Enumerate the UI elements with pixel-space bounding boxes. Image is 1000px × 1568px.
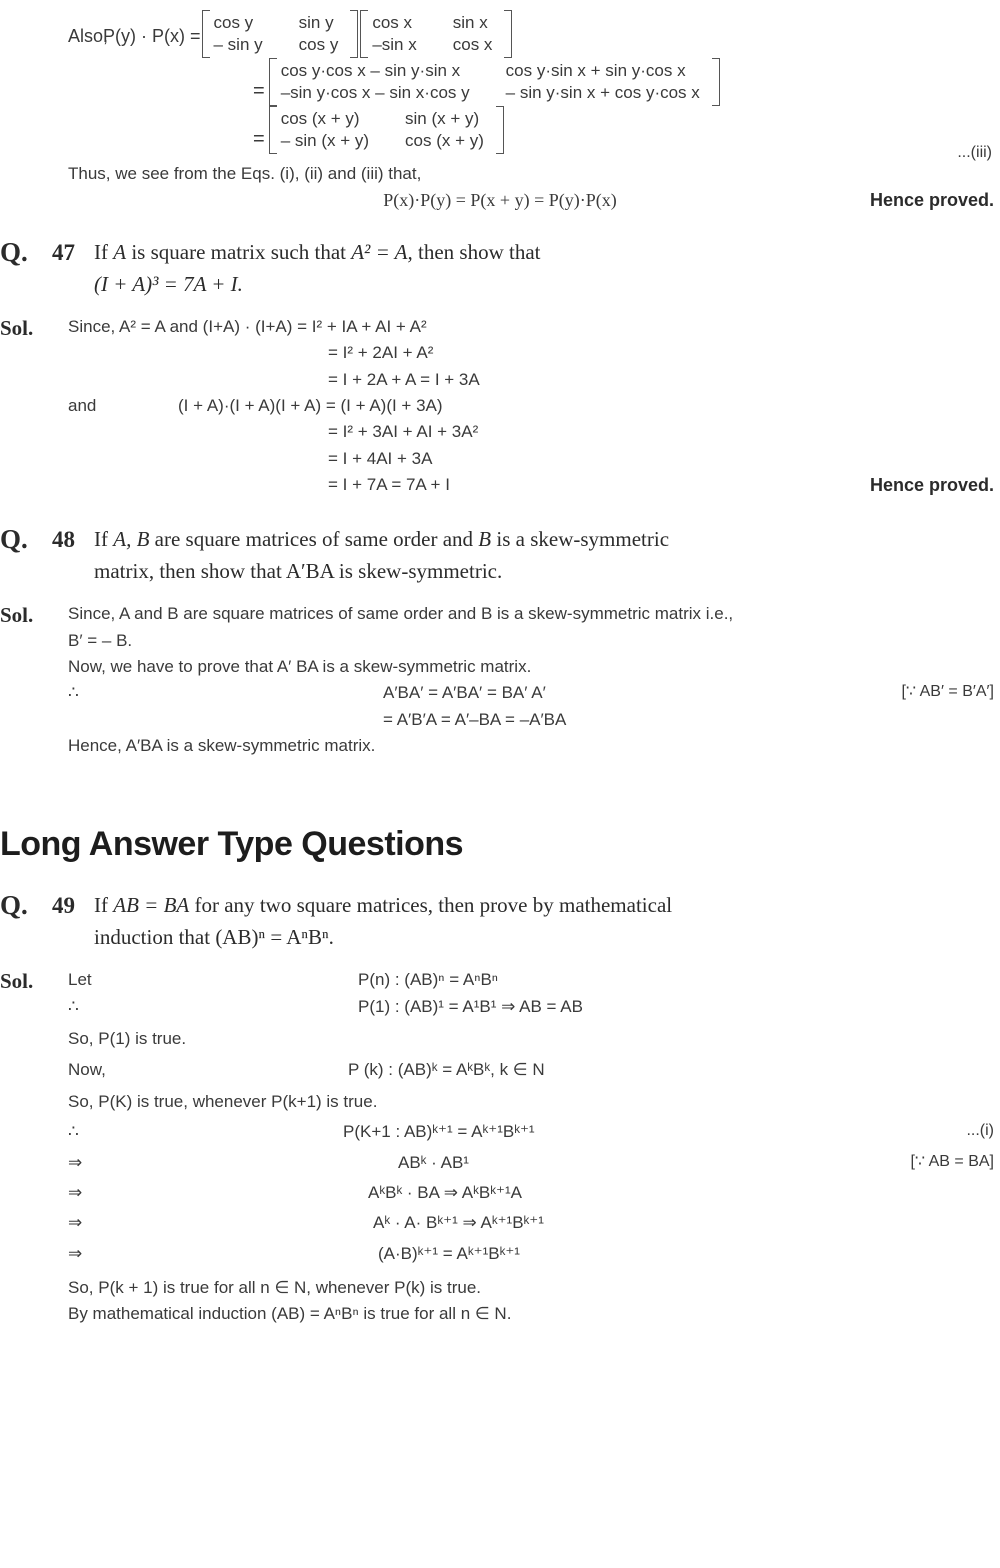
question-tag-text: Q. [0,890,28,921]
matrix-cell: cos y·sin x + sin y·cos x [505,61,686,80]
matrix-cell: cos x [452,35,493,54]
question-line-2: induction that (AB)ⁿ = AⁿBⁿ. [94,924,334,949]
final-identity-line [0,190,1000,211]
sol-line: Since, A² = A and (I+A) · (I+A) = I² + IA + AI + A² [68,317,427,336]
q-word: square [150,240,206,264]
matrix-cell: cos y [213,13,254,32]
matrix-cell: cos x [372,13,413,32]
sol-row-mid: Aᵏ · A· Bᵏ⁺¹ ⇒ Aᵏ⁺¹Bᵏ⁺¹ [373,1213,544,1233]
question-48 [0,524,1000,587]
matrix-cell: sin y [298,13,334,32]
question-line-1 [94,890,996,922]
sol-row-mid: P(1) : (AB)¹ = A¹B¹ ⇒ AB = AB [358,996,583,1016]
question-49-text [94,890,1000,953]
solution-tag: Sol. [0,316,34,340]
q-word: matrices [245,527,317,552]
sol-line: A′BA′ = A′BA′ = BA′ A′ [383,683,546,703]
q-word: is [496,527,511,552]
sol-line: = I + 2A + A = I + 3A [328,369,480,389]
solution-tag: Sol. [0,603,34,628]
q-word: A [113,240,127,264]
q-word: square [185,527,241,552]
reference-note: [∵ AB′ = B′A′] [901,683,994,701]
section-heading: Long Answer Type Questions [0,825,464,864]
top-derivation [0,0,1000,211]
q-word: matrix [210,240,266,264]
question-47 [0,237,1000,300]
q-word: a [515,527,525,552]
sol-row-left: ⇒ [68,1182,83,1202]
sol-row [68,1210,996,1236]
therefore-symbol: ∴ [68,683,79,703]
sol-row [68,1150,996,1176]
sol-line: = A′B′A = A′–BA = –A′BA [383,709,567,729]
q-word: A, [113,527,132,552]
matrix-cell: cos (x + y) [405,131,484,150]
solution-49-body [68,967,1000,1327]
q-word: that [314,240,346,264]
q-word: such [270,240,310,264]
matrix-cell: – sin (x + y) [280,131,370,150]
matrix-cell: cos y [298,35,339,54]
sol-row-left: So, P(K) is true, whenever P(k+1) is true. [68,1091,378,1111]
solution-48 [0,601,1000,759]
q-word: are [154,527,181,552]
question-number: 49 [52,893,75,919]
sol-row-left: ⇒ [68,1152,83,1172]
sol-line: = I² + 3AI + AI + 3A² [328,422,479,442]
sol-row-left: ∴ [68,996,79,1016]
q-word: by [532,893,554,918]
solution-48-body [68,601,1000,759]
sol-line: Since, A and B are square matrices of same order and B is a skew-symmetric matrix i.e., [68,604,734,624]
sol-row-left: ∴ [68,1122,79,1142]
equals-sign: = [253,80,265,102]
sol-row [68,1089,996,1115]
equation-reference: ...(iii) [957,144,992,161]
q-word: then [417,240,455,264]
solution-tag: Sol. [0,969,34,994]
matrix-P-x [360,10,512,58]
sol-closing-1: So, P(k + 1) is true for all n ∈ N, whenever P(k) is true. [68,1277,482,1297]
solution-47-body [68,314,1000,498]
matrix-cell: – sin y [213,35,263,54]
matrix-cell: – sin y·sin x + cos y·cos x [505,83,700,102]
q-word: that [508,240,541,264]
sol-row-left: So, P(1) is true. [68,1029,187,1049]
sol-row [68,1057,996,1083]
q-word: A² = A, [351,240,413,264]
equation-reference: ...(i) [966,1122,994,1140]
matrix-cell: sin (x + y) [405,109,480,128]
sol-row-left: Let [68,970,92,990]
derivation-line-3 [0,106,1000,161]
sol-row-mid: AᵏBᵏ · BA ⇒ AᵏBᵏ⁺¹A [368,1182,522,1202]
sol-row [68,1180,996,1206]
solution-47 [0,314,1000,498]
hence-proved-label: Hence proved. [869,190,994,210]
q-word: square [296,893,352,918]
q-word: If [94,527,108,552]
sol-line: (I + A)·(I + A)(I + A) = (I + A)(I + 3A) [178,396,443,416]
matrix-P-y [202,10,359,58]
matrix-cell: cos (x + y) [280,109,360,128]
matrix-product-expanded [269,58,720,106]
question-48-text [94,524,1000,587]
sol-row-left: ⇒ [68,1213,83,1233]
question-47-text [94,237,1000,300]
q-word: AB = BA [113,893,190,918]
final-identity: P(x)·P(y) = P(x + y) = P(y)·P(x) [383,190,617,210]
question-line-1 [94,524,996,556]
matrix-P-x-plus-y [269,106,504,154]
question-line-2: matrix, then show that A′BA is skew-symmetric. [94,558,503,583]
question-49 [0,890,1000,953]
sol-line-final [68,472,996,498]
derivation-line-1 [0,10,1000,58]
sol-closing-2: By mathematical induction (AB) = AⁿBⁿ is true for all n ∈ N. [68,1304,512,1324]
question-line-2: (I + A)³ = 7A + I. [94,271,243,296]
q-word: B [136,527,150,552]
q-word: B [478,527,492,552]
question-number: 47 [52,240,75,265]
sol-line: Hence, A′BA is a skew-symmetric matrix. [68,736,376,756]
sol-line: B′ = – B. [68,630,133,650]
hence-proved-label: Hence proved. [869,475,994,496]
sol-row [68,994,996,1020]
q-word: prove [479,893,528,918]
matrix-cell: sin x [452,13,488,32]
sol-row-left: ⇒ [68,1243,83,1263]
q-word: If [94,240,108,264]
sol-row [68,1119,996,1145]
matrix-cell: cos y·cos x – sin y·sin x [280,61,461,80]
product-lhs: P(y) · P(x) = [103,26,201,46]
sol-final-eq: = I + 7A = 7A + I [328,475,450,495]
sol-line: = I² + 2AI + A² [328,343,434,363]
q-word: show [459,240,504,264]
sol-row-mid: ABᵏ · AB¹ [398,1152,469,1172]
q-word: of [322,527,340,552]
question-tag [0,237,52,268]
q-word: is [131,240,146,264]
q-word: and [442,527,474,552]
sol-row-mid: P(K+1 : AB)ᵏ⁺¹ = Aᵏ⁺¹Bᵏ⁺¹ [343,1122,535,1142]
sol-row-mid: P (k) : (AB)ᵏ = AᵏBᵏ, k ∈ N [348,1059,545,1079]
question-tag-text: Q. [0,524,28,555]
sol-row-mid: P(n) : (AB)ⁿ = AⁿBⁿ [358,970,499,990]
q-word: any [224,893,255,918]
also-label: Also, [68,26,109,46]
question-tag-text: Q. [0,237,28,267]
q-word: matrices, [356,893,434,918]
q-word: skew-symmetric [530,527,670,552]
sol-row [68,967,996,993]
sol-row [68,1241,996,1267]
derivation-line-2 [0,58,1000,106]
thus-statement: Thus, we see from the Eqs. (i), (ii) and (iii) that, [68,164,422,183]
q-word: same [344,527,388,552]
q-word: two [259,893,292,918]
question-number: 48 [52,527,75,553]
sol-line: = I + 4AI + 3A [328,448,433,468]
matrix-cell: –sin x [372,35,417,54]
question-tag [0,524,52,555]
q-word: for [194,893,219,918]
sol-row [68,1026,996,1052]
solution-49 [0,967,1000,1327]
sol-row-left: Now, [68,1059,106,1079]
sol-row-mid: (A·B)ᵏ⁺¹ = Aᵏ⁺¹Bᵏ⁺¹ [378,1243,520,1263]
question-tag [0,890,52,921]
sol-connector: and [68,396,97,416]
matrix-cell: –sin y·cos x – sin x·cos y [280,83,470,102]
equals-sign: = [253,128,265,150]
sol-line: Now, we have to prove that A′ BA is a skew-symmetric matrix. [68,657,532,677]
question-line-1 [94,237,996,269]
q-word: order [393,527,438,552]
q-word: then [438,893,475,918]
q-word: mathematical [559,893,673,918]
q-word: If [94,893,108,918]
reference-note: [∵ AB = BA] [910,1152,994,1170]
